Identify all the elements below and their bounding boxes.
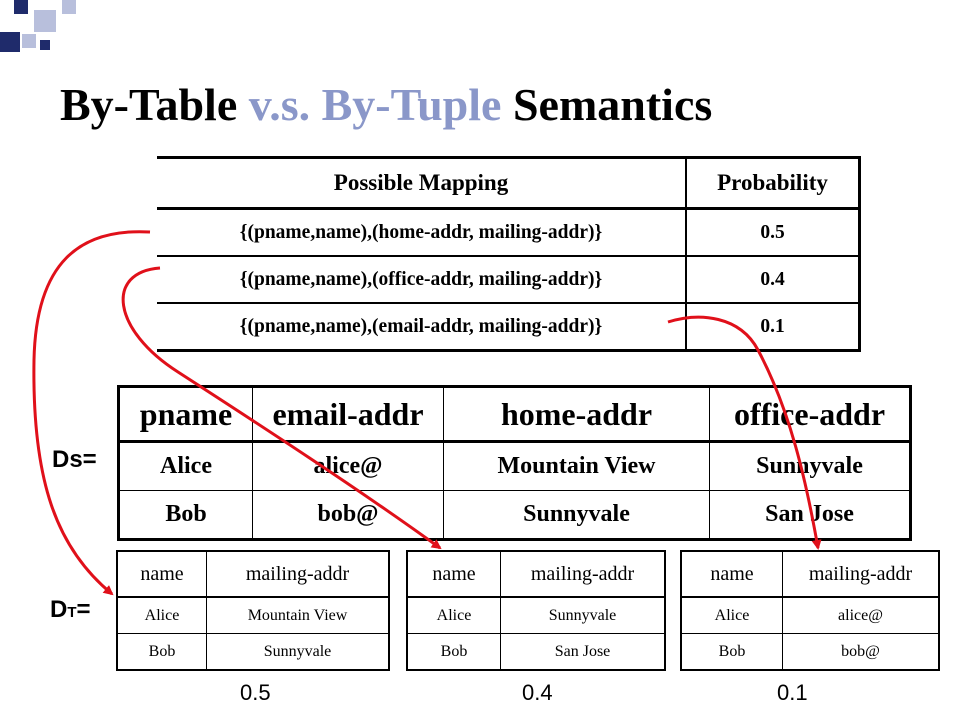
mapping-table xyxy=(157,156,861,352)
table-row xyxy=(117,597,389,634)
table-row xyxy=(117,634,389,671)
table-header-row xyxy=(117,551,389,597)
mapping-cell: {(pname,name),(home-addr, mailing-addr)} xyxy=(157,209,686,257)
header-name: name xyxy=(117,551,207,597)
header-probability: Probability xyxy=(686,158,860,209)
table-row xyxy=(681,634,939,671)
cell: Sunnyvale xyxy=(501,597,666,634)
table-header-row xyxy=(407,551,665,597)
cell: Bob xyxy=(681,634,783,671)
cell: bob@ xyxy=(783,634,940,671)
target-table-1 xyxy=(116,550,390,671)
probability-cell: 0.5 xyxy=(686,209,860,257)
probability-cell: 0.4 xyxy=(686,256,860,303)
table-row xyxy=(681,597,939,634)
header-home-addr: home-addr xyxy=(444,387,710,442)
cell: Alice xyxy=(407,597,501,634)
source-table xyxy=(117,385,912,541)
cell: San Jose xyxy=(710,491,911,540)
cell: Alice xyxy=(117,597,207,634)
table-row xyxy=(119,491,911,540)
header-pname: pname xyxy=(119,387,253,442)
table-row xyxy=(407,597,665,634)
table-header-row xyxy=(157,158,860,209)
table-row xyxy=(157,303,860,351)
title-part-3: Semantics xyxy=(501,79,713,130)
page-title xyxy=(60,78,712,131)
probability-cell: 0.1 xyxy=(686,303,860,351)
table-row xyxy=(157,209,860,257)
source-label: Ds= xyxy=(52,446,97,473)
target-table-2 xyxy=(406,550,666,671)
cell: San Jose xyxy=(501,634,666,671)
cell: Bob xyxy=(119,491,253,540)
cell: alice@ xyxy=(783,597,940,634)
mapping-cell: {(pname,name),(email-addr, mailing-addr)} xyxy=(157,303,686,351)
cell: Mountain View xyxy=(207,597,390,634)
header-name: name xyxy=(681,551,783,597)
target-probability-1: 0.5 xyxy=(240,680,271,705)
target-probability-3: 0.1 xyxy=(777,680,808,705)
cell: Alice xyxy=(119,442,253,491)
title-part-2: v.s. By-Tuple xyxy=(248,79,502,130)
target-label xyxy=(50,596,91,624)
target-probability-2: 0.4 xyxy=(522,680,553,705)
cell: Sunnyvale xyxy=(710,442,911,491)
decoration-square-6 xyxy=(40,40,50,50)
target-label-sub: T xyxy=(67,604,77,621)
header-mailing-addr: mailing-addr xyxy=(207,551,390,597)
decoration-square-1 xyxy=(14,0,28,14)
decoration-square-4 xyxy=(0,32,20,52)
table-header-row xyxy=(681,551,939,597)
header-mailing-addr: mailing-addr xyxy=(783,551,940,597)
cell: Mountain View xyxy=(444,442,710,491)
title-part-1: By-Table xyxy=(60,79,249,130)
header-possible-mapping: Possible Mapping xyxy=(157,158,686,209)
target-label-eq: = xyxy=(76,596,91,623)
target-table-3 xyxy=(680,550,940,671)
cell: bob@ xyxy=(253,491,444,540)
decoration-square-5 xyxy=(22,34,36,48)
decoration-square-3 xyxy=(62,0,76,14)
table-row xyxy=(157,256,860,303)
header-office-addr: office-addr xyxy=(710,387,911,442)
cell: Bob xyxy=(407,634,501,671)
cell: Sunnyvale xyxy=(207,634,390,671)
header-email-addr: email-addr xyxy=(253,387,444,442)
cell: alice@ xyxy=(253,442,444,491)
table-row xyxy=(119,442,911,491)
table-row xyxy=(407,634,665,671)
cell: Sunnyvale xyxy=(444,491,710,540)
header-name: name xyxy=(407,551,501,597)
cell: Alice xyxy=(681,597,783,634)
header-mailing-addr: mailing-addr xyxy=(501,551,666,597)
target-label-main: D xyxy=(50,596,68,623)
mapping-cell: {(pname,name),(office-addr, mailing-addr)} xyxy=(157,256,686,303)
table-header-row xyxy=(119,387,911,442)
decoration-square-2 xyxy=(34,10,56,32)
cell: Bob xyxy=(117,634,207,671)
